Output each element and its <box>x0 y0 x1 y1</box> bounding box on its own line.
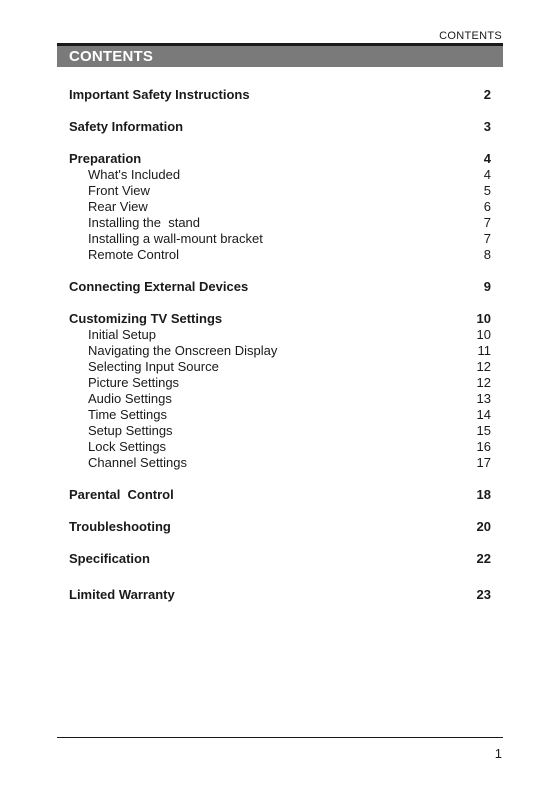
toc-subentry[interactable] <box>69 375 491 391</box>
toc-label: Setup Settings <box>88 423 173 438</box>
toc-label: Customizing TV Settings <box>69 311 223 326</box>
toc-page: 23 <box>476 587 491 602</box>
toc-page: 4 <box>483 167 491 182</box>
toc-page: 6 <box>483 199 491 214</box>
toc-page: 2 <box>483 87 491 102</box>
toc-label: Lock Settings <box>88 439 167 454</box>
toc-label: Safety Information <box>69 119 184 134</box>
toc-subentry[interactable] <box>69 247 491 263</box>
toc-subentry[interactable] <box>69 343 491 359</box>
toc-page: 3 <box>483 119 491 134</box>
toc-label: Limited Warranty <box>69 587 175 602</box>
toc-label: What's Included <box>88 167 181 182</box>
toc-subentry[interactable] <box>69 231 491 247</box>
toc-entry-parental-control[interactable] <box>69 487 491 503</box>
toc-label: Remote Control <box>88 247 180 262</box>
toc-entry-preparation[interactable] <box>69 151 491 167</box>
toc-label: Parental Control <box>69 487 174 502</box>
toc-entry-connecting[interactable] <box>69 279 491 295</box>
footer-rule <box>57 737 503 738</box>
toc-entry-safety-information[interactable] <box>69 119 491 135</box>
toc-subentry[interactable] <box>69 455 491 471</box>
toc-subentry[interactable] <box>69 199 491 215</box>
toc-entry-specification[interactable] <box>69 551 491 567</box>
page-number: 1 <box>494 746 502 761</box>
toc-entry-limited-warranty[interactable] <box>69 587 491 603</box>
toc-page: 16 <box>476 439 491 454</box>
toc-subentry[interactable] <box>69 407 491 423</box>
toc-page: 12 <box>476 359 491 374</box>
toc-subentry[interactable] <box>69 423 491 439</box>
table-of-contents <box>69 87 491 603</box>
toc-page: 12 <box>476 375 491 390</box>
toc-page: 8 <box>483 247 491 262</box>
toc-label: Preparation <box>69 151 142 166</box>
toc-label: Rear View <box>88 199 148 214</box>
toc-page: 18 <box>476 487 491 502</box>
toc-label: Installing a wall-mount bracket <box>88 231 263 246</box>
toc-label: Selecting Input Source <box>88 359 219 374</box>
toc-label: Audio Settings <box>88 391 172 406</box>
toc-entry-customizing[interactable] <box>69 311 491 327</box>
toc-entry-troubleshooting[interactable] <box>69 519 491 535</box>
toc-label: Picture Settings <box>88 375 180 390</box>
contents-title-bar <box>57 43 503 67</box>
toc-page: 20 <box>476 519 491 534</box>
toc-page: 13 <box>476 391 491 406</box>
toc-page: 7 <box>483 231 491 246</box>
toc-label: Front View <box>88 183 150 198</box>
toc-subentry[interactable] <box>69 439 491 455</box>
running-head: CONTENTS <box>439 30 502 42</box>
toc-page: 9 <box>483 279 491 294</box>
toc-subentry[interactable] <box>69 183 491 199</box>
toc-label: Troubleshooting <box>69 519 171 534</box>
toc-page: 14 <box>476 407 491 422</box>
toc-label: Installing the stand <box>88 215 201 230</box>
toc-page: 10 <box>476 327 491 342</box>
toc-page: 10 <box>476 311 491 326</box>
toc-page: 7 <box>483 215 491 230</box>
toc-subentry[interactable] <box>69 215 491 231</box>
toc-subentry[interactable] <box>69 359 491 375</box>
toc-label: Important Safety Instructions <box>69 87 250 102</box>
page-title: CONTENTS <box>69 48 154 65</box>
toc-label: Time Settings <box>88 407 167 422</box>
toc-label: Connecting External Devices <box>69 279 249 294</box>
toc-subentry[interactable] <box>69 327 491 343</box>
toc-page: 17 <box>476 455 491 470</box>
toc-page: 11 <box>477 343 491 358</box>
toc-label: Initial Setup <box>88 327 156 342</box>
toc-label: Specification <box>69 551 150 566</box>
toc-entry-safety-instructions[interactable] <box>69 87 491 103</box>
toc-subentry[interactable] <box>69 391 491 407</box>
toc-subentry[interactable] <box>69 167 491 183</box>
toc-label: Channel Settings <box>88 455 188 470</box>
toc-page: 15 <box>476 423 491 438</box>
toc-label: Navigating the Onscreen Display <box>88 343 278 358</box>
toc-page: 5 <box>483 183 491 198</box>
toc-page: 22 <box>476 551 491 566</box>
toc-page: 4 <box>483 151 491 166</box>
